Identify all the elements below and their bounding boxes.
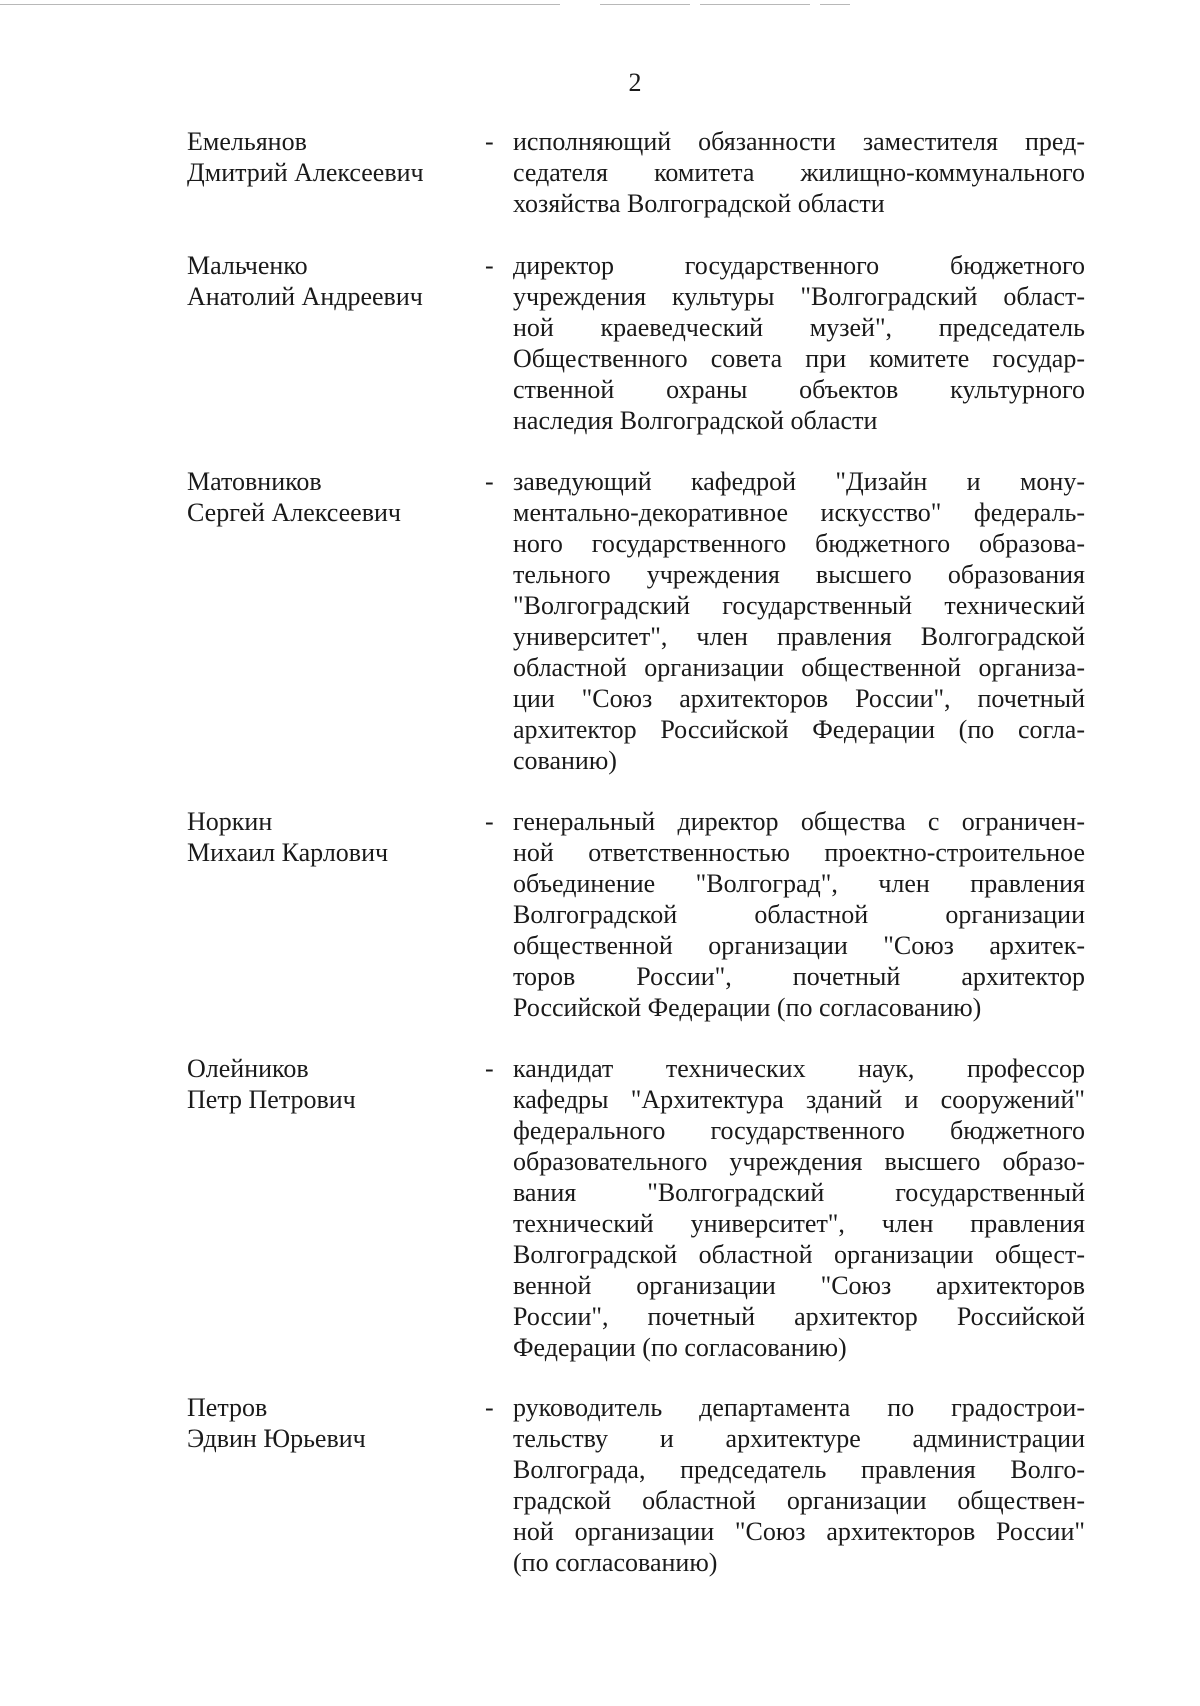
description-line: объединение "Волгоград", член правления [513, 869, 1085, 898]
description-line: кафедры "Архитектура зданий и сооружений" [513, 1085, 1085, 1114]
member-name [187, 466, 477, 528]
member-surname: Мальченко [187, 251, 308, 280]
member-name [187, 1053, 477, 1115]
description-line: наследия Волгоградской области [513, 406, 878, 435]
description-line: руководитель департамента по градострои- [513, 1393, 1085, 1422]
description-line: венной организации "Союз архитекторов [513, 1271, 1085, 1300]
description-line: Волгоградской областной организации [513, 900, 1085, 929]
description-line: ной организации "Союз архитекторов России" [513, 1517, 1085, 1546]
description-line: градской областной организации обществен- [513, 1486, 1085, 1515]
description-line: ной ответственностью проектно-строительное [513, 838, 1085, 867]
member-description [513, 806, 1085, 1023]
member-surname: Емельянов [187, 127, 307, 156]
description-line: ного государственного бюджетного образова- [513, 529, 1085, 558]
member-surname: Матовников [187, 467, 322, 496]
separator-dash: - [485, 467, 494, 496]
member-surname: Норкин [187, 807, 273, 836]
description-line: университет", член правления Волгоградской [513, 622, 1085, 651]
description-line: Федерации (по согласованию) [513, 1333, 847, 1362]
member-description [513, 466, 1085, 776]
member-name [187, 126, 477, 188]
description-line: архитектор Российской Федерации (по согла- [513, 715, 1085, 744]
description-line: Волгоградской областной организации общест- [513, 1240, 1085, 1269]
member-surname: Олейников [187, 1054, 309, 1083]
scan-edge-line [600, 4, 690, 5]
description-line: ции "Союз архитекторов России", почетный [513, 684, 1085, 713]
description-line: кандидат технических наук, профессор [513, 1054, 1085, 1083]
member-description [513, 250, 1085, 436]
member-name [187, 806, 477, 868]
description-line: тельству и архитектуре администрации [513, 1424, 1085, 1453]
member-given-names: Сергей Алексеевич [187, 498, 401, 527]
member-given-names: Михаил Карлович [187, 838, 389, 867]
member-name [187, 1392, 477, 1454]
separator-dash: - [485, 807, 494, 836]
scan-edge-line [0, 4, 560, 5]
member-surname: Петров [187, 1393, 268, 1422]
description-line: заведующий кафедрой "Дизайн и мону- [513, 467, 1085, 496]
member-description [513, 1392, 1085, 1578]
page-number: 2 [628, 68, 642, 97]
description-line: образовательного учреждения высшего образо- [513, 1147, 1085, 1176]
description-line: "Волгоградский государственный технический [513, 591, 1085, 620]
description-line: (по согласованию) [513, 1548, 718, 1577]
separator-dash: - [485, 251, 494, 280]
description-line: ной краеведческий музей", председатель [513, 313, 1085, 342]
description-line: общественной организации "Союз архитек- [513, 931, 1085, 960]
description-line: технический университет", член правления [513, 1209, 1085, 1238]
member-given-names: Петр Петрович [187, 1085, 356, 1114]
description-line: Волгограда, председатель правления Волго- [513, 1455, 1085, 1484]
description-line: торов России", почетный архитектор [513, 962, 1085, 991]
description-line: федерального государственного бюджетного [513, 1116, 1085, 1145]
separator-dash: - [485, 127, 494, 156]
separator-dash: - [485, 1054, 494, 1083]
description-line: Общественного совета при комитете государ- [513, 344, 1085, 373]
scan-edge-line [820, 4, 850, 5]
description-line: учреждения культуры "Волгоградский област- [513, 282, 1085, 311]
description-line: исполняющий обязанности заместителя пред- [513, 127, 1085, 156]
member-description [513, 1053, 1085, 1363]
description-line: Российской Федерации (по согласованию) [513, 993, 982, 1022]
member-given-names: Эдвин Юрьевич [187, 1424, 366, 1453]
description-line: России", почетный архитектор Российской [513, 1302, 1085, 1331]
description-line: тельного учреждения высшего образования [513, 560, 1085, 589]
description-line: ментально-декоративное искусство" федераль- [513, 498, 1085, 527]
member-given-names: Анатолий Андреевич [187, 282, 423, 311]
description-line: седателя комитета жилищно-коммунального [513, 158, 1085, 187]
description-line: ственной охраны объектов культурного [513, 375, 1085, 404]
member-description [513, 126, 1085, 219]
description-line: вания "Волгоградский государственный [513, 1178, 1085, 1207]
member-name [187, 250, 477, 312]
description-line: директор государственного бюджетного [513, 251, 1085, 280]
member-given-names: Дмитрий Алексеевич [187, 158, 424, 187]
description-line: хозяйства Волгоградской области [513, 189, 885, 218]
description-line: сованию) [513, 746, 617, 775]
description-line: генеральный директор общества с ограничен- [513, 807, 1085, 836]
separator-dash: - [485, 1393, 494, 1422]
scan-edge-line [700, 4, 810, 5]
description-line: областной организации общественной организа- [513, 653, 1085, 682]
